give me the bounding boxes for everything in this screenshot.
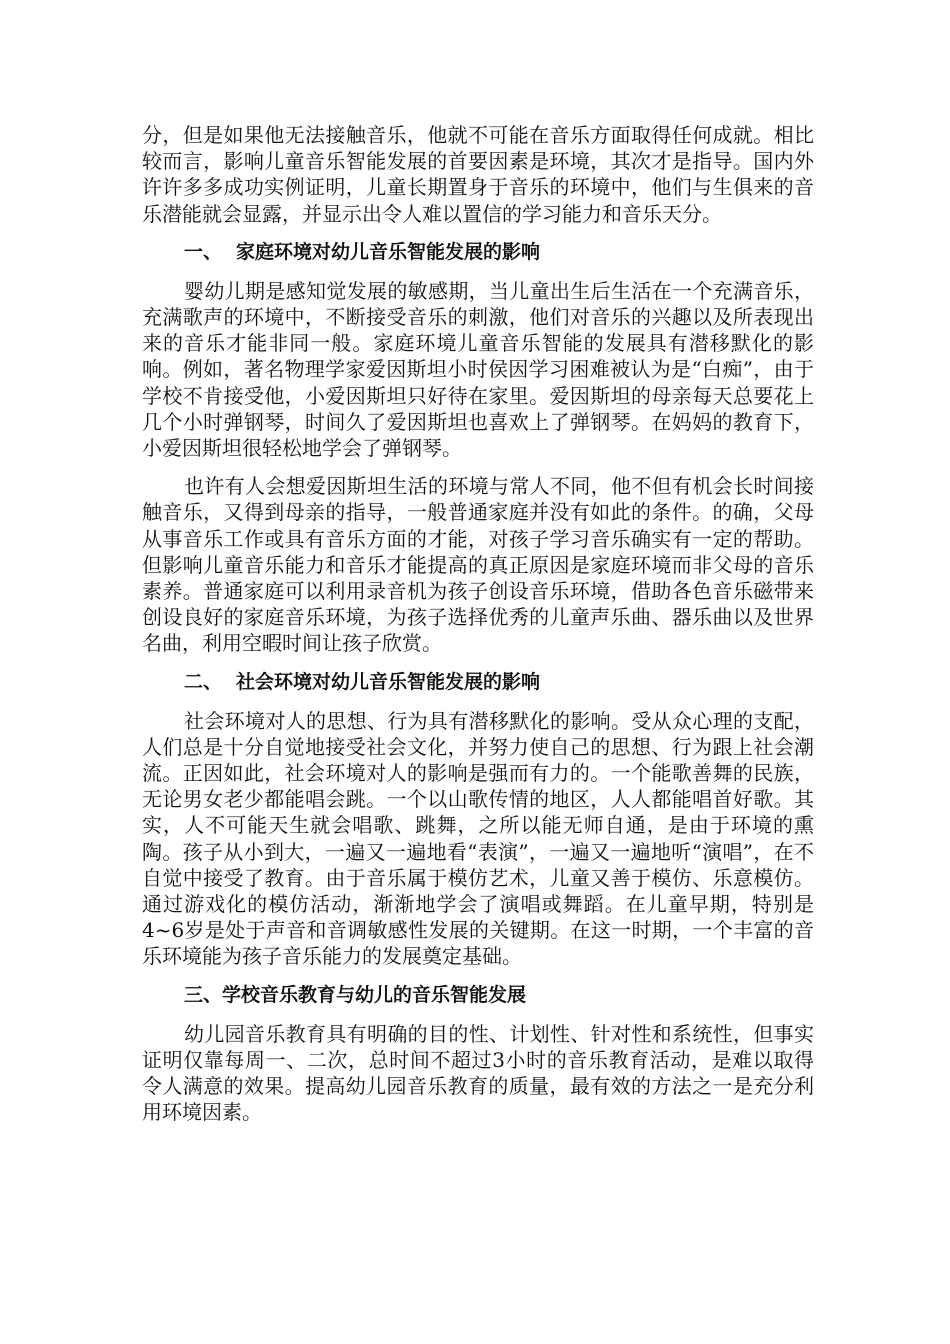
section-heading-3 xyxy=(142,982,814,1008)
section-title: 学校音乐教育与幼儿的音乐智能发展 xyxy=(222,983,527,1006)
section-heading-1 xyxy=(142,239,814,265)
section-number: 一、 xyxy=(184,240,223,263)
body-paragraph: 也许有人会想爱因斯坦生活的环境与常人不同，他不但有机会长时间接触音乐，又得到母亲的指导，一般普通家庭并没有如此的条件。的确，父母从事音乐工作或具有音乐方面的才能，对孩子学习音乐确实有一定的帮助。但影响儿童音乐能力和音乐才能提高的真正原因是家庭环境而非父母的音乐素养。普通家庭可以利用录音机为孩子创设音乐环境，借助各色音乐磁带来创设良好的家庭音乐环境，为孩子选择优秀的儿童声乐曲、器乐曲以及世界名曲，利用空暇时间让孩子欣赏。 xyxy=(142,474,814,656)
intro-paragraph: 分，但是如果他无法接触音乐，他就不可能在音乐方面取得任何成就。相比较而言，影响儿童音乐智能发展的首要因素是环境，其次才是指导。国内外许许多多成功实例证明，儿童长期置身于音乐的环境中，他们与生俱来的音乐潜能就会显露，并显示出令人难以置信的学习能力和音乐天分。 xyxy=(142,123,814,226)
section-title: 家庭环境对幼儿音乐智能发展的影响 xyxy=(236,240,541,263)
body-paragraph: 社会环境对人的思想、行为具有潜移默化的影响。受从众心理的支配，人们总是十分自觉地接受社会文化，并努力使自己的思想、行为跟上社会潮流。正因如此，社会环境对人的影响是强而有力的。一个能歌善舞的民族，无论男女老少都能唱会跳。一个以山歌传情的地区，人人都能唱首好歌。其实，人不可能天生就会唱歌、跳舞，之所以能无师自通，是由于环境的熏陶。孩子从小到大，一遍又一遍地看“表演”，一遍又一遍地听“演唱”，在不自觉中接受了教育。由于音乐属于模仿艺术，儿童又善于模仿、乐意模仿。通过游戏化的模仿活动，渐渐地学会了演唱或舞蹈。在儿童早期，特别是4~6岁是处于声音和音调敏感性发展的关键期。在这一时期，一个丰富的音乐环境能为孩子音乐能力的发展奠定基础。 xyxy=(142,708,814,969)
body-paragraph: 幼儿园音乐教育具有明确的目的性、计划性、针对性和系统性，但事实证明仅靠每周一、二次，总时间不超过3小时的音乐教育活动，是难以取得令人满意的效果。提高幼儿园音乐教育的质量，最有效的方法之一是充分利用环境因素。 xyxy=(142,1021,814,1125)
body-paragraph: 婴幼儿期是感知觉发展的敏感期，当儿童出生后生活在一个充满音乐，充满歌声的环境中，不断接受音乐的刺激，他们对音乐的兴趣以及所表现出来的音乐才能非同一般。家庭环境儿童音乐智能的发展具有潜移默化的影响。例如，著名物理学家爱因斯坦小时侯因学习困难被认为是“白痴”，由于学校不肯接受他，小爱因斯坦只好待在家里。爱因斯坦的母亲每天总要花上几个小时弹钢琴，时间久了爱因斯坦也喜欢上了弹钢琴。在妈妈的教育下，小爱因斯坦很轻松地学会了弹钢琴。 xyxy=(142,278,814,461)
section-number: 三、 xyxy=(184,983,223,1006)
section-title: 社会环境对幼儿音乐智能发展的影响 xyxy=(236,670,541,693)
document-body xyxy=(142,122,814,1138)
section-number: 二、 xyxy=(184,670,223,693)
section-heading-2 xyxy=(142,669,814,695)
